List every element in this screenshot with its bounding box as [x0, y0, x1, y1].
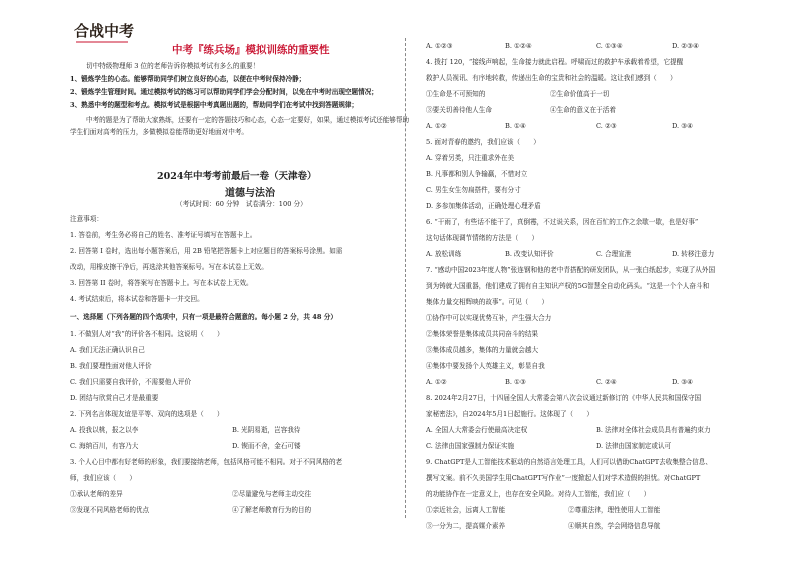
q1-option-b: B. 我们要理性面对他人评价	[70, 362, 152, 370]
note-4: 4. 考试结束后，将本试卷和答题卡一并交回。	[70, 295, 204, 303]
q7-stem-1: 7. “感动中国2023年度人物”张连钢和他的老中青搭配的研发团队，从一张白纸起步，实现了从外国	[426, 266, 716, 274]
intro-bullet-1: 1、锻炼学生的心态。能够帮助同学们树立良好的心态，以便在中考时保持冷静；	[70, 75, 306, 83]
q8-stem-1: 8. 2024年2月27日，十四届全国人大常委会第八次会议通过新修订的《中华人民共和国保守国	[426, 394, 702, 402]
q9-item-3: ③一分为二，提高媒介素养	[426, 522, 506, 530]
column-divider	[405, 38, 406, 518]
q4-item-1: ①生命是不可预知的	[426, 90, 486, 98]
q7-answer-a: A. ①②	[426, 378, 447, 386]
q3-answer-d: D. ②③④	[672, 42, 699, 50]
note-2b: 改动，用橡皮擦干净后，再选涂其他答案标号。写在本试卷上无效。	[70, 263, 268, 271]
exam-title: 2024年中考考前最后一卷（天津卷）	[157, 171, 317, 182]
q9-stem-1: 9. ChatGPT是人工智能技术驱动的自然语言处理工具，人们可以借助ChatGPT去收集整合信息、	[426, 458, 712, 466]
q9-item-2: ②尊重法律，理性使用人工智能	[568, 506, 661, 514]
q2-option-d: D. 锲而不舍，金石可镂	[232, 442, 301, 450]
q7-stem-3: 集体力量交相辉映的故事”。可见（ ）	[426, 298, 549, 306]
intro-para-1: 中考的题是为了帮助大家熟练，还要有一定的答题技巧和心态，心态一定要好，如果，通过模拟考试还能够帮助	[86, 116, 410, 124]
q3-item-3: ③发现不同风格老师的优点	[70, 506, 150, 514]
note-2a: 2. 回答第 I 卷时，选出每小题答案后，用 2B 铅笔把答题卡上对应题目的答案标号涂黑。如需	[70, 247, 343, 255]
q4-stem-1: 4. 拨打 120，“接线声响起，生命接力就此启程。呼啸而过的救护车承载着希望，它提醒	[426, 58, 684, 66]
q3-item-2: ②尽量避免与老师主动交往	[232, 490, 312, 498]
q7-stem-2: 到为铸就大国重器，他们建成了拥有自主知识产权的5G智慧全自动化码头。“这是一个个人奋斗和	[426, 282, 710, 290]
q7-item-3: ③集体成员越多，集体的力量就会越大	[426, 346, 539, 354]
q3-answer-a: A. ①②③	[426, 42, 453, 50]
q4-item-3: ③要关切善待他人生命	[426, 106, 492, 114]
q7-item-1: ①协作中可以实现优势互补，产生强大合力	[426, 314, 552, 322]
q8-option-b: B. 法律对全体社会成员具有普遍约束力	[596, 426, 711, 434]
q1-option-a: A. 我们无法正确认识自己	[70, 346, 145, 354]
q4-stem-2: 救护人员视讯、有序地转救，传递出生命的宝贵和社会的温暖。这让我们感到（ ）	[426, 74, 677, 82]
notes-heading: 注意事项：	[70, 215, 103, 223]
q5-option-a: A. 穿着另类，只注重求外在美	[426, 154, 515, 162]
q6-stem-1: 6. “干雨了，有些话不能干了，真倒霉，不过说关系，因在百忙的工作之余歇一歇，也是好事”	[426, 218, 699, 226]
q3-stem-1: 3. 个人心目中都有好老师的形象，我们要接纳老师，包括风格可能不相同。对于不同风格的老	[70, 458, 343, 466]
logo-graphic	[72, 18, 134, 48]
exam-meta: （考试时间：60 分钟 试卷满分：100 分）	[176, 200, 307, 208]
q3-answer-c: C. ①③④	[596, 42, 623, 50]
q6-answer-c: C. 合理宣泄	[596, 250, 632, 258]
q8-option-d: D. 法律由国家制定或认可	[596, 442, 672, 450]
q7-answer-d: D. ③④	[672, 378, 694, 386]
note-3: 3. 回答第 II 卷时，将答案写在答题卡上。写在本试卷上无效。	[70, 279, 253, 287]
q2-option-b: B. 光阴易逝，岂容我待	[232, 426, 301, 434]
q4-item-2: ②生命价值高于一切	[550, 90, 610, 98]
q1-option-d: D. 团结与欣赏自己才是最重要	[70, 394, 159, 402]
intro-bullet-3: 3、熟悉中考的题型和考点。模拟考试是根据中考真题出题的，帮助同学们在考试中找到答题规律；	[70, 101, 359, 109]
q6-answer-d: D. 转移注意力	[672, 250, 715, 258]
q7-item-2: ②集体荣誉是集体成员共同奋斗的结果	[426, 330, 539, 338]
q4-answer-c: C. ②③	[596, 122, 617, 130]
intro-bullet-2: 2、锻炼学生管理时间。通过模拟考试的练习可以帮助同学们学会分配时间，以免在中考时出现空题情况；	[70, 88, 378, 96]
q9-item-4: ④顺其自然，学会网络信息导航	[568, 522, 661, 530]
q3-stem-2: 师，我们应该（ ）	[70, 474, 136, 482]
q4-answer-d: D. ③④	[672, 122, 694, 130]
exam-subject: 道德与法治	[225, 188, 275, 199]
q6-answer-b: B. 改变认知评价	[505, 250, 554, 258]
q7-answer-b: B. ①③	[505, 378, 526, 386]
q1-stem: 1. 不做别人对“我”的评价各不相同。这说明（ ）	[70, 330, 224, 338]
q2-option-a: A. 投我以桃，报之以李	[70, 426, 139, 434]
q3-answer-b: B. ①②④	[505, 42, 532, 50]
q8-stem-2: 家秘密法》，自2024年5月1日起施行。这体现了（ ）	[426, 410, 593, 418]
q3-item-1: ①承认老师的差异	[70, 490, 123, 498]
logo-text: 合战中考	[74, 22, 134, 40]
q7-answer-c: C. ②④	[596, 378, 617, 386]
intro-line: 切中特级物理师 3 位的老师告诉你模拟考试有多么的重要！	[86, 62, 260, 70]
q3-item-4: ④了解老师教育行为的目的	[232, 506, 312, 514]
q9-stem-3: 的功能协作在一定意义上，也存在安全风险。对待人工智能，我们应（ ）	[426, 490, 651, 498]
q6-answer-a: A. 放松训练	[426, 250, 462, 258]
brand-logo	[72, 18, 132, 48]
q5-option-d: D. 多参加集体活动，正确处理心理矛盾	[426, 202, 541, 210]
q8-option-a: A. 全国人大常委会行使最高决定权	[426, 426, 528, 434]
q4-item-4: ④生命的意义在于活着	[550, 106, 616, 114]
q6-stem-2: 这句话体现调节情绪的方法是（ ）	[426, 234, 539, 242]
intro-para-2: 学生们面对高考的压力，多做模拟卷能帮助更好地面对中考。	[70, 128, 249, 136]
q7-item-4: ④集体中要发扬个人英雄主义，彰显自我	[426, 362, 545, 370]
q8-option-c: C. 法律由国家强制力保证实施	[426, 442, 515, 450]
q5-stem: 5. 面对青春的邀约，我们应该（ ）	[426, 138, 540, 146]
q2-stem: 2. 下列名言体现友谊是平等、双向的选项是（ ）	[70, 410, 224, 418]
header-title: 中考『练兵场』模拟训练的重要性	[172, 44, 330, 56]
q9-item-1: ①亲近社会，远离人工智能	[426, 506, 506, 514]
q5-option-b: B. 凡事都和别人争输赢，不惜对立	[426, 170, 528, 178]
q1-option-c: C. 我们只需要自我评价，不需要他人评价	[70, 378, 192, 386]
q9-stem-2: 撰写文案。前不久美国学生用ChatGPT写作业”一度掀起人们对学术造假的担忧。对ChatGPT	[426, 474, 701, 482]
q4-answer-b: B. ①④	[505, 122, 526, 130]
section-1-heading: 一、选择题（下列各题的四个选项中，只有一项是最符合题意的。每小题 2 分，共 48 分）	[70, 313, 337, 321]
q4-answer-a: A. ①②	[426, 122, 447, 130]
q2-option-c: C. 海纳百川，有容乃大	[70, 442, 139, 450]
note-1: 1. 答卷前，考生务必将自己的姓名、准考证号填写在答题卡上。	[70, 231, 257, 239]
q5-option-c: C. 男生女生勿扁搭件，要有分寸	[426, 186, 521, 194]
